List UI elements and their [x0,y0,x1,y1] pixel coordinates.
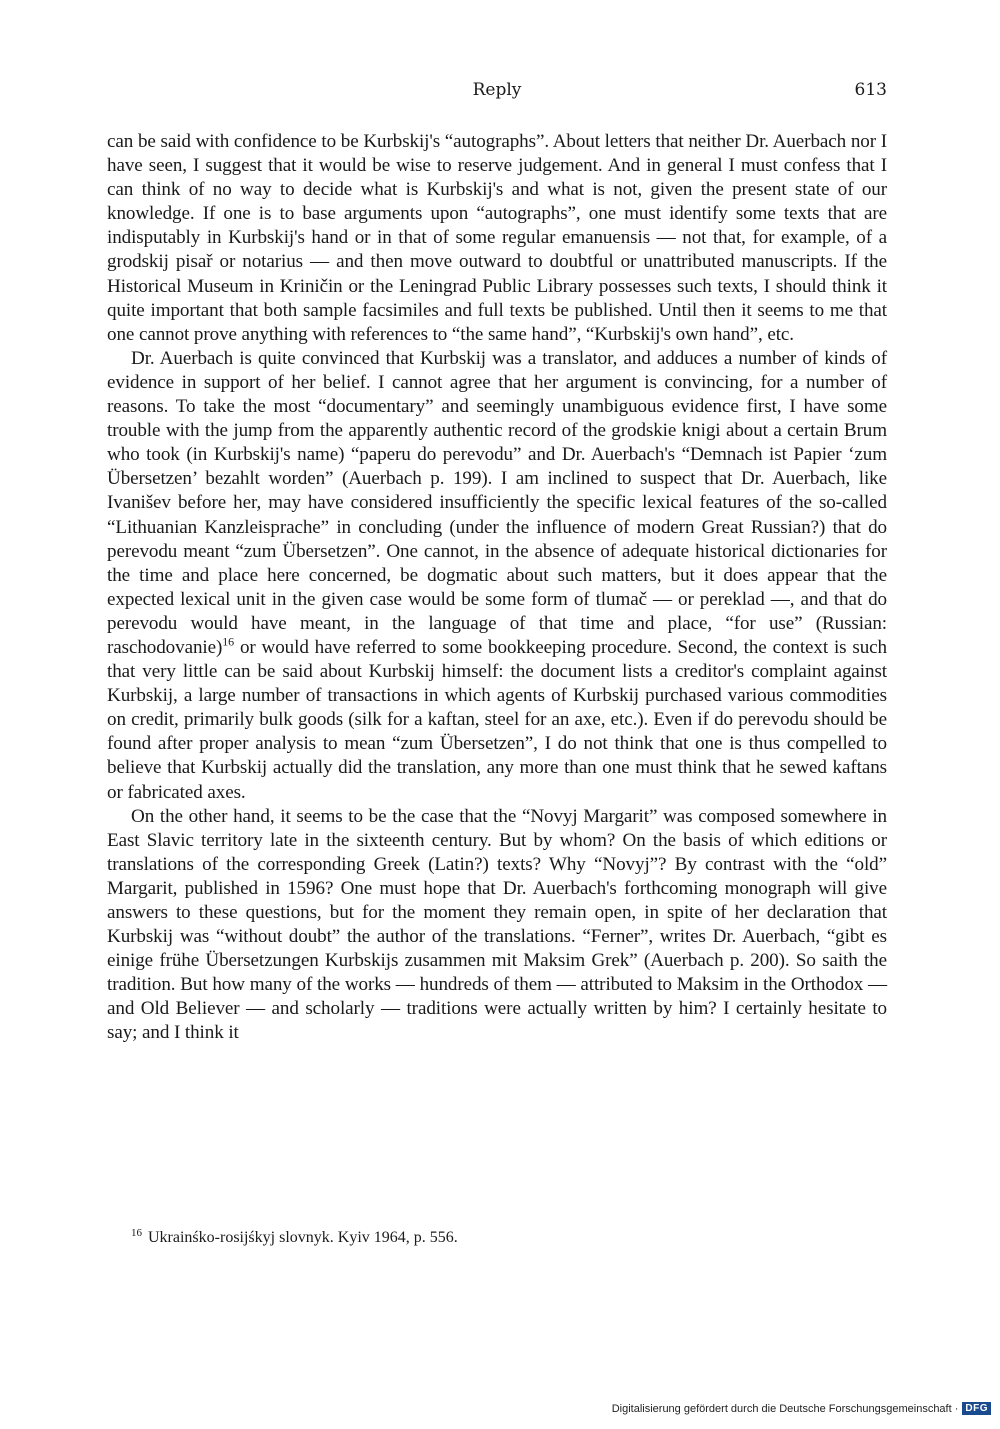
dfg-logo: DFG [962,1402,991,1415]
footnote-reference[interactable]: 16 [222,634,235,649]
credit-text: Digitalisierung gefördert durch die Deutsche Forschungsgemeinschaft · [611,1402,959,1415]
digitization-credit [612,1402,991,1415]
page-number: 613 [854,80,887,100]
footnote [131,1226,458,1247]
body-text [107,130,887,1046]
footnote-number: 16 [131,1226,142,1239]
running-title: Reply [472,80,522,100]
paragraph-1: can be said with confidence to be Kurbskij's “autographs”. About letters that neither Dr. Auerbach nor I have seen, I suggest that it would be wise to reserve judgement. And in general I must confess that I can think of no way to decide what is Kurbskij's and what is not, given the present state of our knowledge. If one is to base arguments upon “autographs”, one must identify some texts that are indisputably in Kurbskij's hand or in that of some regular emanuensis — not that, for example, of a grodskij pisař or notarius — and then move outward to doubtful or unattributed manuscripts. If the Historical Museum in Kriničin or the Leningrad Public Library possesses such texts, I should think it quite important that both sample facsimiles and full texts be published. Until then it seems to me that one cannot prove anything with references to “the same hand”, “Kurbskij's own hand”, etc. [107,131,887,345]
paragraph-3: On the other hand, it seems to be the case that the “Novyj Margarit” was composed somewhere in East Slavic territory late in the sixteenth century. But by whom? On the basis of which editions or translations of the corresponding Greek (Latin?) texts? Why “Novyj”? By contrast with the “old” Margarit, published in 1596? One must hope that Dr. Auerbach's forthcoming monograph will give answers to these questions, but for the moment they remain open, in spite of her declaration that Kurbskij was “without doubt” the author of the translations. “Ferner”, writes Dr. Auerbach, “gibt es einige frühe Übersetzungen Kurbskijs zusammen mit Maksim Grek” (Auerbach p. 200). So saith the tradition. But how many of the works — hundreds of them — attributed to Maksim in the Orthodox — and Old Believer — and scholarly — traditions were actually written by him? I certainly hesitate to say; and I think it [107,805,887,1044]
running-head [107,80,887,106]
paragraph-2-part-a: Dr. Auerbach is quite convinced that Kurbskij was a translator, and adduces a number of kinds of evidence in support of her belief. I cannot agree that her argument is convincing, for a number of reasons. To take the most “documentary” and seemingly unambiguous evidence first, I have some trouble with the jump from the apparently authentic record of the grodskie knigi about a certain Brum who took (in Kurbskij's name) “paperu do perevodu” and Dr. Auerbach's “Demnach ist Papier ‘zum Übersetzen’ bezahlt worden” (Auerbach p. 199). I am inclined to suspect that Dr. Auerbach, like Ivanišev before her, may have considered insufficiently the specific lexical features of the so-called “Lithuanian Kanzleisprache” in concluding (under the influence of modern Great Russian?) that do perevodu meant “zum Übersetzen”. One cannot, in the absence of adequate historical dictionaries for the time and place here concerned, be dogmatic about such matters, but it does appear that the expected lexical unit in the given case would be some form of tlumač — or pereklad —, and that do perevodu would have meant, in the language of that time and place, “for use” (Russian: raschodovanie) [107,347,887,658]
footnote-text: Ukrainśko-rosijśkyj slovnyk. Kyiv 1964, p. 556. [148,1229,458,1246]
paragraph-2-part-b: or would have referred to some bookkeeping procedure. Second, the context is such that very little can be said about Kurbskij himself: the document lists a creditor's complaint against Kurbskij, a large number of transactions in which agents of Kurbskij purchased various commodities on credit, primarily bulk goods (silk for a kaftan, steel for an axe, etc.). Even if do perevodu should be found after proper analysis to mean “zum Übersetzen”, I do not think that one is thus compelled to believe that Kurbskij actually did the translation, any more than one must think that he sewed kaftans or fabricated axes. [107,636,887,803]
paragraph-2 [107,347,887,805]
